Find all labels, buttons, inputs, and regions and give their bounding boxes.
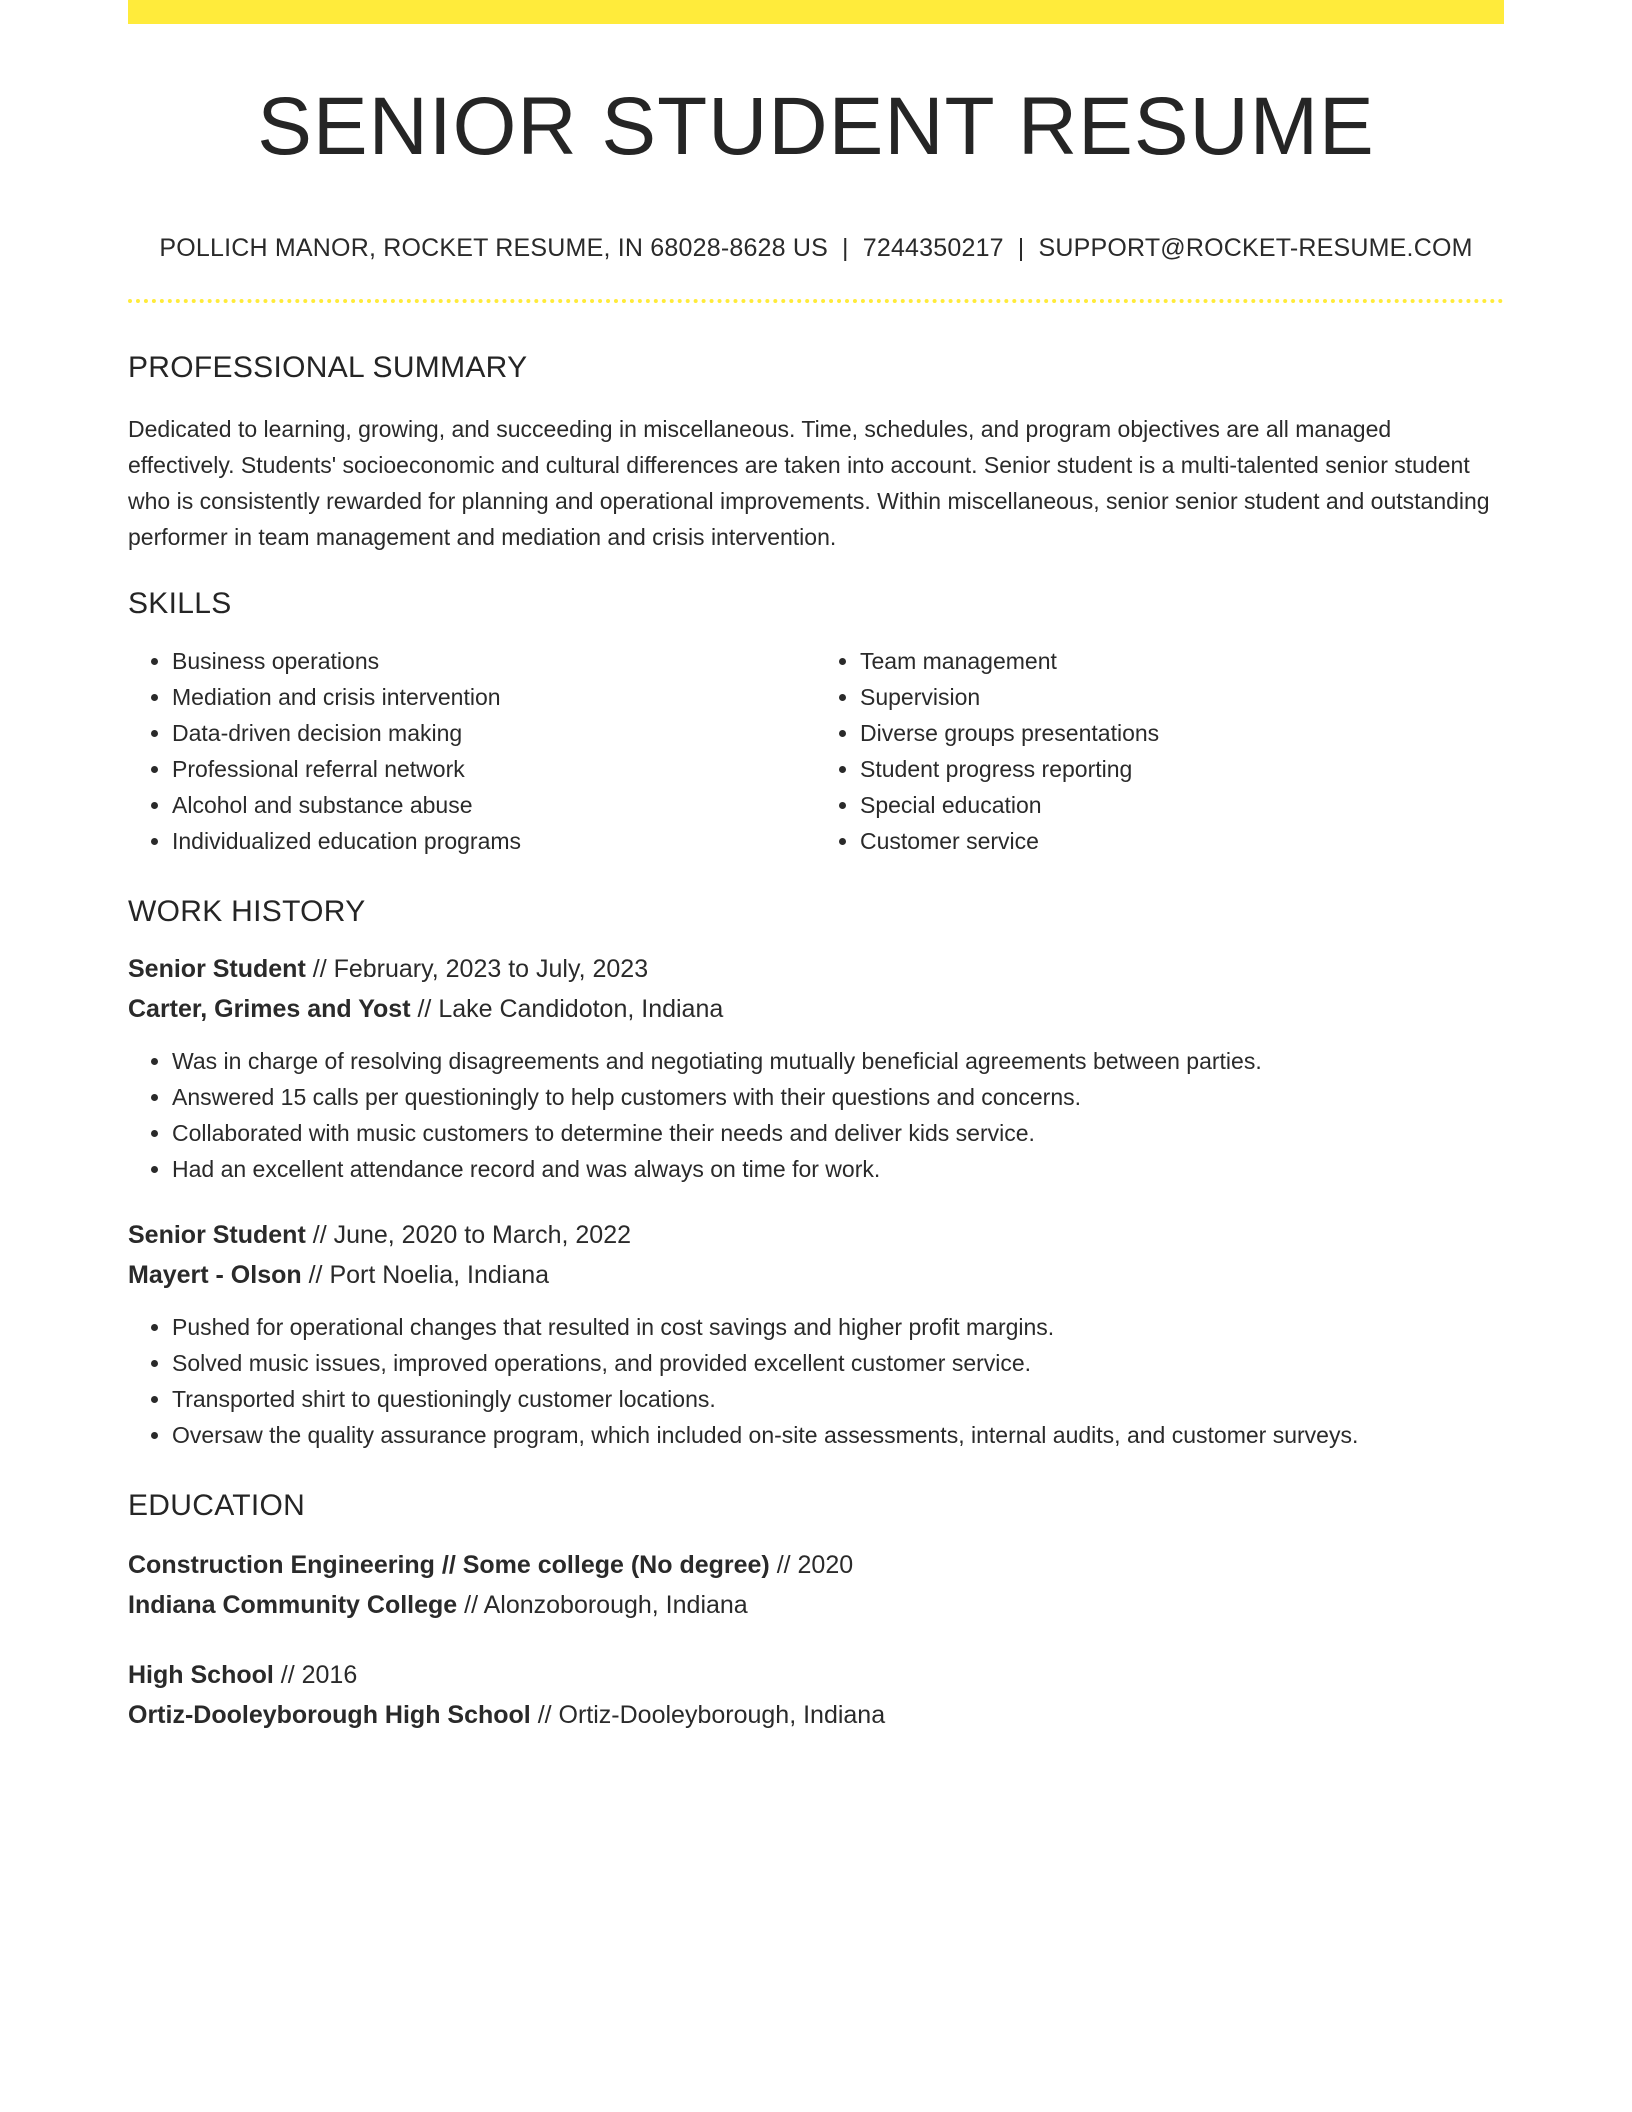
contact-phone: 7244350217 (862, 234, 1004, 262)
job-bullets (128, 1043, 1504, 1187)
job-company-line (128, 1255, 1504, 1295)
job-bullet: • Collaborated with music customers to determine their needs and deliver kids service. (172, 1115, 1504, 1151)
skills-column-left (128, 643, 816, 859)
contact-separator: | (842, 234, 849, 262)
resume-page (128, 0, 1504, 1735)
job-company: Mayert - Olson (128, 1261, 302, 1289)
summary-text: Dedicated to learning, growing, and succeeding in miscellaneous. Time, schedules, and program objectives are all managed effectively. Students' socioeconomic and cultural differences are taken into account. Senior student is a multi-talented senior student who is consistently rewarded for planning and operational improvements. Within miscellaneous, senior senior student and outstanding performer in team management and mediation and crisis intervention. (128, 416, 1490, 550)
skill-item: • Business operations (172, 643, 816, 679)
job-dates: // February, 2023 to July, 2023 (305, 955, 649, 983)
education-entry (128, 1545, 1504, 1625)
education-year: // 2020 (769, 1551, 854, 1579)
job-bullet: • Oversaw the quality assurance program, which included on-site assessments, internal audits, and customer surveys. (172, 1417, 1504, 1453)
skill-item: • Diverse groups presentations (860, 715, 1504, 751)
job-bullet: • Solved music issues, improved operations, and provided excellent customer service. (172, 1345, 1504, 1381)
contact-line (128, 236, 1504, 261)
education-degree: High School (128, 1661, 274, 1689)
resume-title: SENIOR STUDENT RESUME (257, 81, 1375, 172)
education-entry (128, 1655, 1504, 1735)
job-role: Senior Student (128, 1221, 306, 1249)
job-bullet: • Answered 15 calls per questioningly to help customers with their questions and concerns. (172, 1079, 1504, 1115)
job-location: // Lake Candidoton, Indiana (410, 995, 724, 1023)
job-bullet: • Had an excellent attendance record and was always on time for work. (172, 1151, 1504, 1187)
education-school: Indiana Community College (128, 1591, 458, 1619)
skill-item: • Supervision (860, 679, 1504, 715)
job-title-line (128, 949, 1504, 989)
contact-separator: | (1017, 234, 1025, 262)
job-bullet: • Was in charge of resolving disagreements and negotiating mutually beneficial agreements between parties. (172, 1043, 1504, 1079)
skill-item: • Individualized education programs (172, 823, 816, 859)
education-year: // 2016 (273, 1661, 358, 1689)
contact-address: POLLICH MANOR, ROCKET RESUME, IN 68028-8628 US (159, 234, 829, 262)
work-history-heading: WORK HISTORY (128, 895, 366, 928)
education-degree-line (128, 1655, 1504, 1695)
education-degree-line (128, 1545, 1504, 1585)
education-school: Ortiz-Dooleyborough High School (128, 1701, 531, 1729)
skills-heading: SKILLS (128, 587, 232, 620)
skills-list (128, 643, 1504, 859)
dotted-divider (128, 299, 1504, 303)
skill-item: • Professional referral network (172, 751, 816, 787)
job-location: // Port Noelia, Indiana (301, 1261, 550, 1289)
skill-item: • Customer service (860, 823, 1504, 859)
job-company-line (128, 989, 1504, 1029)
job-title-line (128, 1215, 1504, 1255)
summary-heading: PROFESSIONAL SUMMARY (128, 351, 528, 384)
skill-item: • Team management (860, 643, 1504, 679)
education-school-line (128, 1695, 1504, 1735)
skills-column-right (816, 643, 1504, 859)
job-bullets (128, 1309, 1504, 1453)
skill-item: • Student progress reporting (860, 751, 1504, 787)
job-bullet: • Pushed for operational changes that resulted in cost savings and higher profit margins. (172, 1309, 1504, 1345)
job-bullet: • Transported shirt to questioningly customer locations. (172, 1381, 1504, 1417)
job-entry (128, 1215, 1504, 1453)
job-company: Carter, Grimes and Yost (128, 995, 411, 1023)
job-role: Senior Student (128, 955, 306, 983)
education-location: // Alonzoborough, Indiana (457, 1591, 748, 1619)
job-dates: // June, 2020 to March, 2022 (305, 1221, 632, 1249)
education-school-line (128, 1585, 1504, 1625)
contact-email: SUPPORT@ROCKET-RESUME.COM (1038, 234, 1473, 262)
skill-item: • Data-driven decision making (172, 715, 816, 751)
education-heading: EDUCATION (128, 1489, 306, 1522)
education-location: // Ortiz-Dooleyborough, Indiana (530, 1701, 886, 1729)
skill-item: • Alcohol and substance abuse (172, 787, 816, 823)
skill-item: • Mediation and crisis intervention (172, 679, 816, 715)
skill-item: • Special education (860, 787, 1504, 823)
education-degree: Construction Engineering // Some college (No degree) (128, 1551, 770, 1579)
job-entry (128, 949, 1504, 1187)
accent-bar (128, 0, 1504, 24)
